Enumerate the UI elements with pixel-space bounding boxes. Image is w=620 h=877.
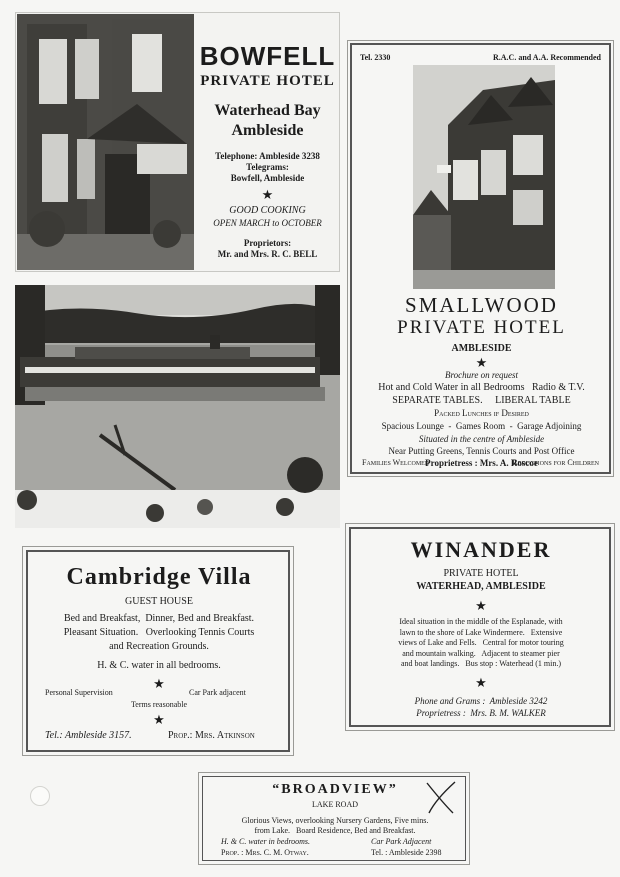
smallwood-water: Hot and Cold Water in all Bedrooms Radio & T.V. xyxy=(378,382,585,393)
smallwood-lounge: Spacious Lounge - Games Room - Garage Adjoining xyxy=(381,421,582,431)
smallwood-near: Near Putting Greens, Tennis Courts and Post Office xyxy=(388,446,575,456)
bowfell-type: PRIVATE HOTEL xyxy=(200,73,335,89)
bowfell-telephone: Telephone: Ambleside 3238 xyxy=(215,151,320,161)
smallwood-town: AMBLESIDE xyxy=(451,343,512,354)
cambridge-carpark: Car Park adjacent xyxy=(189,688,246,697)
winander-location: WATERHEAD, AMBLESIDE xyxy=(416,581,546,592)
cambridge-water: H. & C. water in all bedrooms. xyxy=(97,660,221,671)
lake-steamer-photo xyxy=(15,285,340,528)
cambridge-line-2: Pleasant Situation. Overlooking Tennis Courts xyxy=(63,627,255,638)
winander-phone: Phone and Grams : Ambleside 3242 xyxy=(414,695,548,706)
broadview-carpark: Car Park Adjacent xyxy=(371,837,432,846)
bowfell-proprietors-label: Proprietors: xyxy=(243,238,292,248)
cambridge-prop: Prop.: Mrs. Atkinson xyxy=(168,730,255,741)
smallwood-hotel-photo xyxy=(413,65,555,289)
bowfell-telegrams-address: Bowfell, Ambleside xyxy=(230,173,305,183)
smallwood-reductions: Reductions for Children xyxy=(512,458,599,467)
broadview-water: H. & C. water in bedrooms. xyxy=(221,837,311,846)
cambridge-line-3: and Recreation Grounds. xyxy=(109,641,209,652)
cambridge-line-1: Bed and Breakfast, Dinner, Bed and Breakfast. xyxy=(63,613,255,624)
winander-type: PRIVATE HOTEL xyxy=(443,568,519,579)
bowfell-house-photo xyxy=(17,14,194,270)
smallwood-name-1: SMALLWOOD xyxy=(405,293,558,317)
cambridge-supervision: Personal Supervision xyxy=(45,688,113,697)
winander-name: WINANDER xyxy=(410,537,552,562)
broadview-road: LAKE ROAD xyxy=(312,800,358,809)
bowfell-open: OPEN MARCH to OCTOBER xyxy=(213,218,322,228)
bowfell-telegrams: Telegrams: xyxy=(246,162,289,172)
broadview-line-2: from Lake. Board Residence, Bed and Breakfast. xyxy=(254,826,416,835)
winander-star-icon-2: ★ xyxy=(475,674,487,690)
cambridge-type: GUEST HOUSE xyxy=(125,596,193,607)
broadview-prop: Prop. : Mrs. C. M. Otway. xyxy=(221,848,309,857)
bowfell-text xyxy=(194,13,341,260)
cambridge-star-icon-2: ★ xyxy=(153,712,165,727)
winander-star-icon: ★ xyxy=(475,598,487,613)
smallwood-tables: SEPARATE TABLES. LIBERAL TABLE xyxy=(392,395,571,406)
winander-text xyxy=(346,537,616,719)
winander-desc-4: and mountain walking. Adjacent to steamer pier xyxy=(402,648,560,658)
smallwood-lunches: Packed Lunches if Desired xyxy=(434,408,529,418)
smallwood-proprietress: Proprietress : Mrs. A. Roscoe xyxy=(425,458,538,468)
smallwood-text xyxy=(348,293,615,469)
smallwood-tel: Tel. 2330 xyxy=(360,53,391,62)
winander-desc-3: views of Lake and Fells. Central for motor touring xyxy=(398,638,564,647)
bowfell-star-icon: ★ xyxy=(261,187,274,202)
smallwood-star-icon: ★ xyxy=(475,355,488,370)
broadview-advert xyxy=(198,772,470,865)
winander-desc-1: Ideal situation in the middle of the Esplanade, with xyxy=(399,617,563,626)
winander-desc-5: and boat landings. Bus stop : Waterhead (1 min.) xyxy=(400,659,562,668)
cambridge-tel: Tel.: Ambleside 3157. xyxy=(45,730,132,741)
winander-proprietress: Proprietress : Mrs. B. M. WALKER xyxy=(416,707,546,718)
cambridge-villa-advert xyxy=(22,546,294,756)
cambridge-text xyxy=(23,563,295,691)
bowfell-cooking: GOOD COOKING xyxy=(229,205,306,216)
bowfell-advert xyxy=(15,12,340,272)
bowfell-proprietors: Mr. and Mrs. R. C. BELL xyxy=(217,249,318,259)
bowfell-name: BOWFELL xyxy=(199,41,336,71)
smallwood-name-2: PRIVATE HOTEL xyxy=(397,317,566,338)
winander-advert xyxy=(345,523,615,731)
smallwood-families: Families Welcomed xyxy=(362,458,430,467)
bowfell-location-1: Waterhead Bay xyxy=(214,102,321,119)
broadview-name: “BROADVIEW” xyxy=(272,782,398,797)
bowfell-location-2: Ambleside xyxy=(231,122,304,139)
smallwood-rac: R.A.C. and A.A. Recommended xyxy=(493,53,601,62)
smallwood-situated: Situated in the centre of Ambleside xyxy=(418,434,545,444)
broadview-line-1: Glorious Views, overlooking Nursery Gardens, Five mins. xyxy=(241,816,429,825)
cambridge-name: Cambridge Villa xyxy=(66,564,252,590)
broadview-tel: Tel. : Ambleside 2398 xyxy=(371,848,442,857)
handwritten-x-mark-icon xyxy=(421,779,461,817)
smallwood-brochure: Brochure on request xyxy=(445,370,518,380)
smallwood-advert xyxy=(347,40,614,477)
punch-hole xyxy=(30,786,50,806)
cambridge-terms: Terms reasonable xyxy=(130,700,188,709)
winander-desc-2: lawn to the shore of Lake Windermere. Extensive xyxy=(399,627,563,637)
cambridge-star-icon: ★ xyxy=(153,676,165,691)
